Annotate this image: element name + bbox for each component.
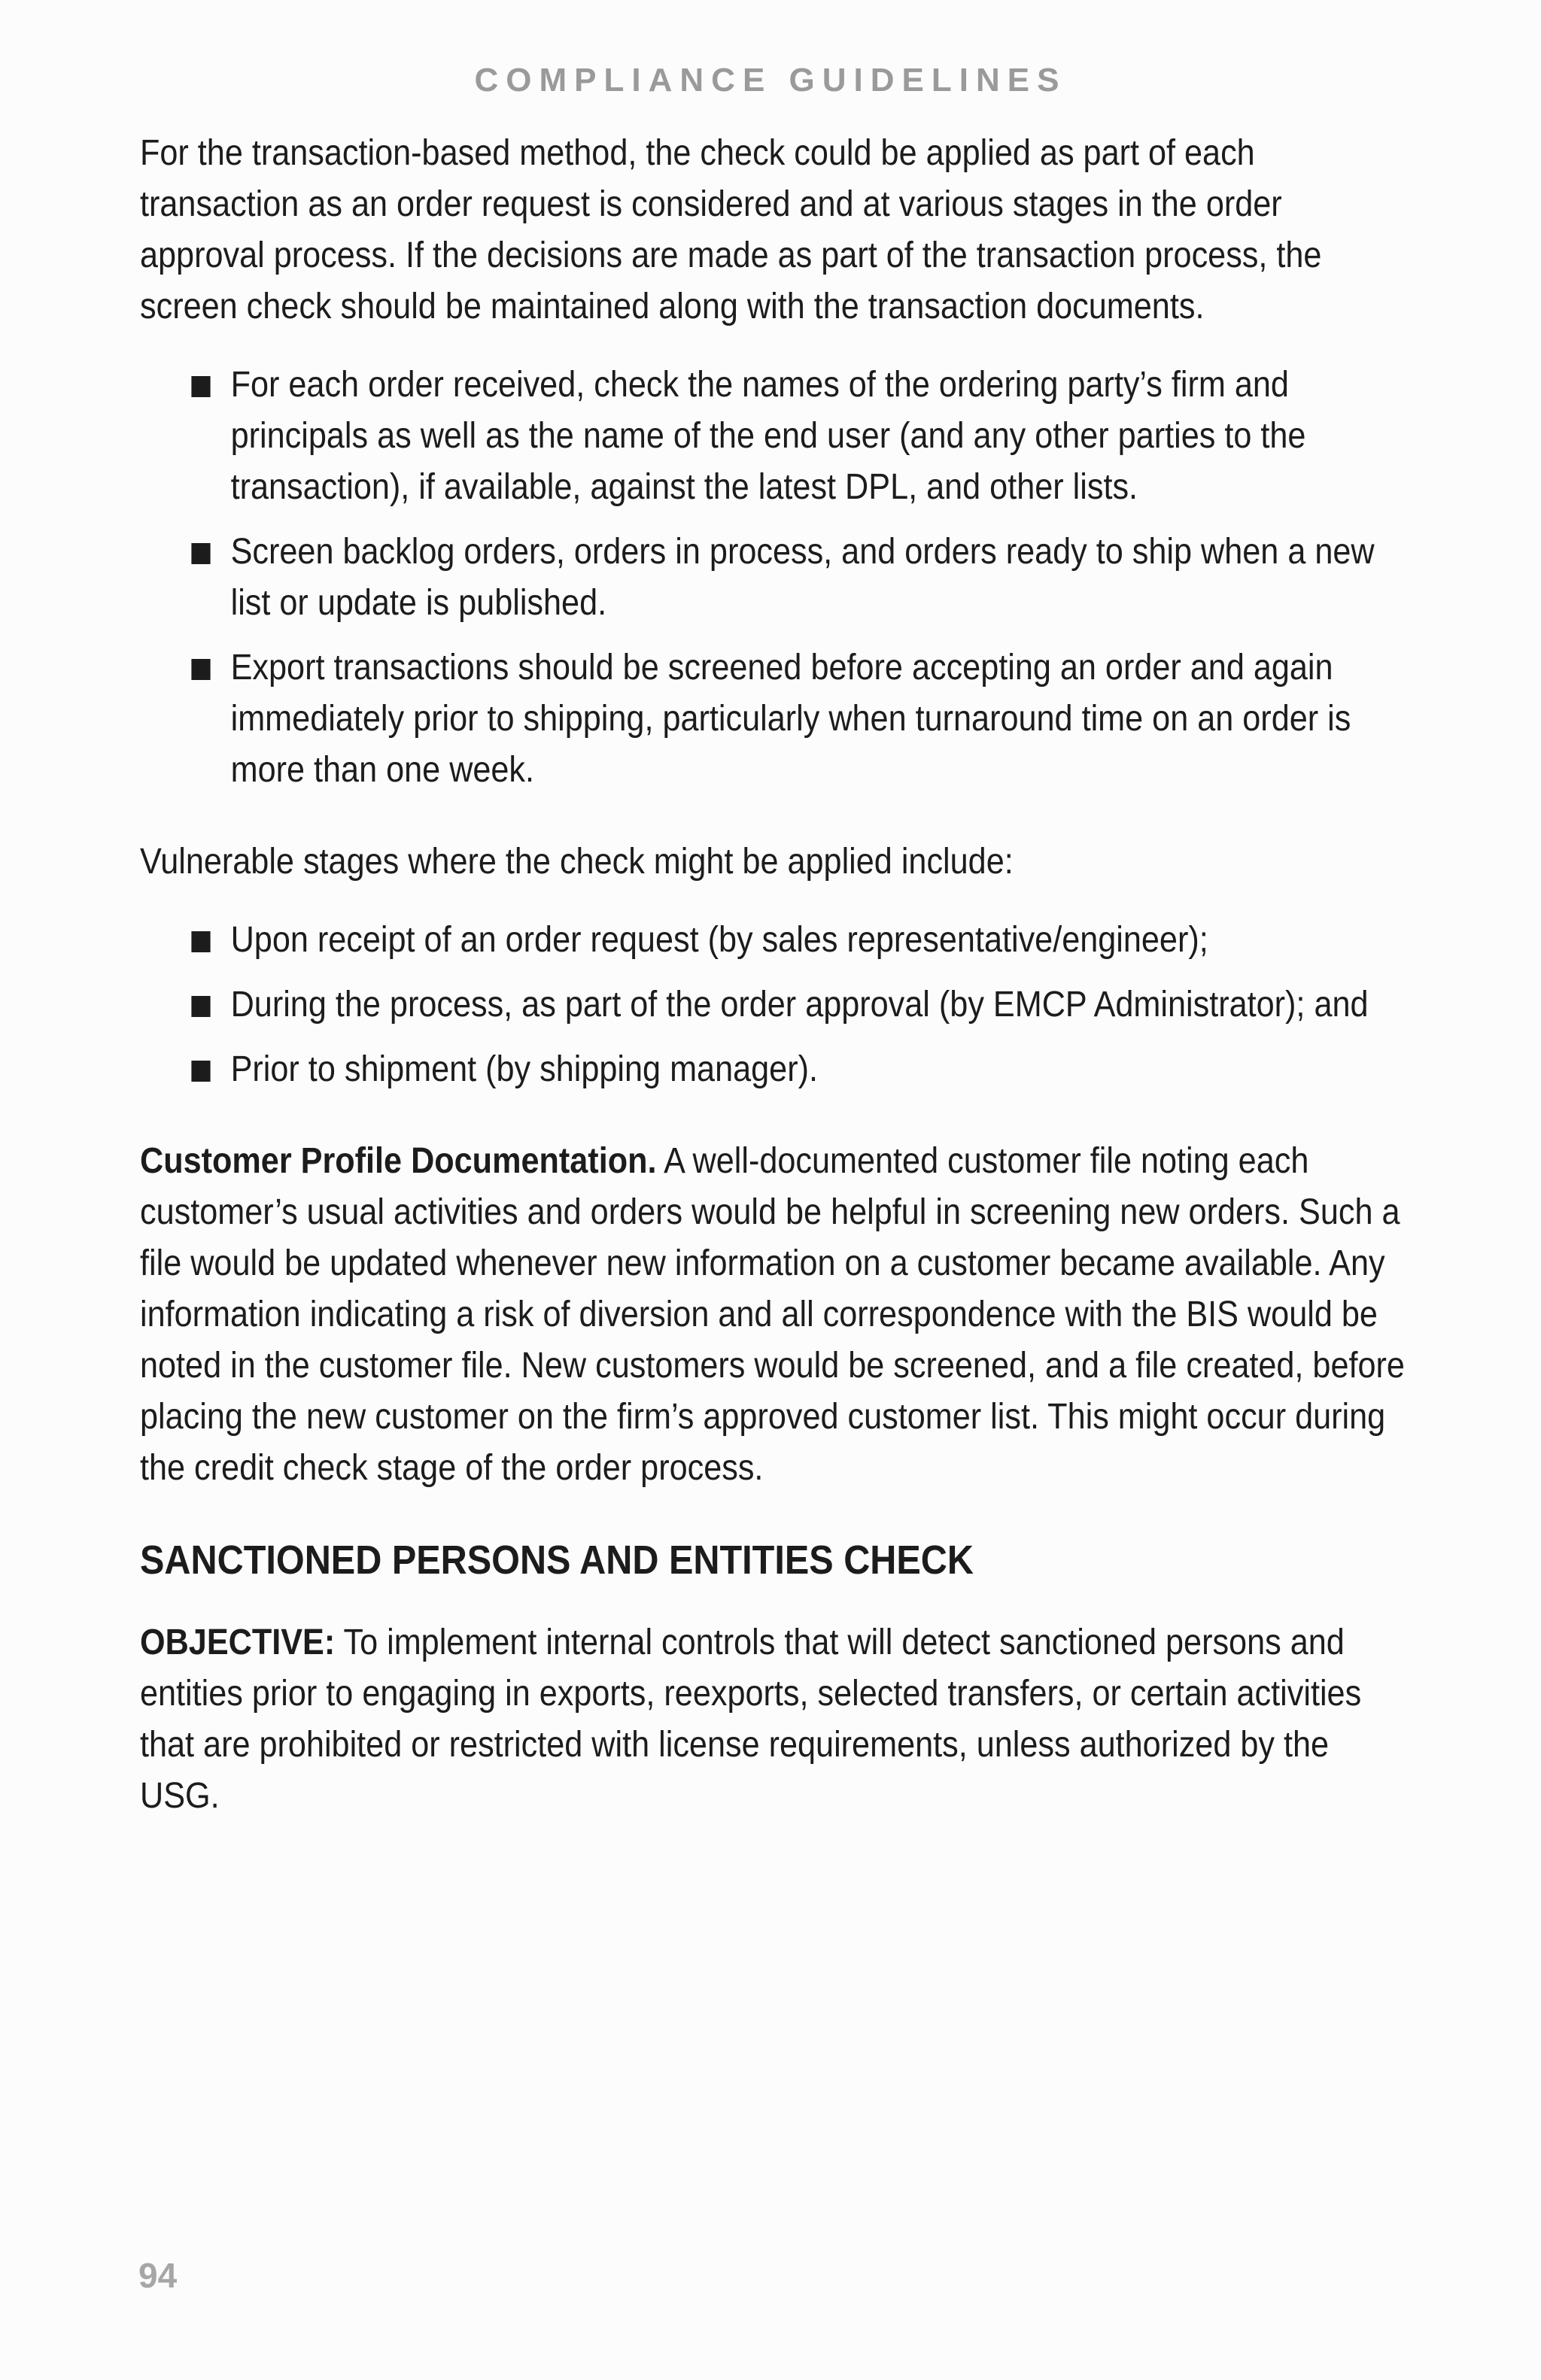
list-item-text: Screen backlog orders, orders in process, and orders ready to ship when a new list or update is published. bbox=[230, 532, 1375, 623]
customer-profile-run-in-heading: Customer Profile Documentation. bbox=[140, 1141, 657, 1181]
list-item bbox=[231, 915, 1413, 966]
intro-paragraph: For the transaction-based method, the check could be applied as part of each transaction as an order request is considered and at various stages in the order approval process. If the decisions are made as part of the transaction process, the screen check should be maintained along with the transaction documents. bbox=[140, 133, 1322, 326]
page-body bbox=[140, 128, 1413, 1822]
list-item bbox=[231, 527, 1413, 629]
list-item-text: For each order received, check the names of the ordering party’s firm and principals as well as the name of the end user (and any other parties to the transaction), if available, against the latest DPL, and other lists. bbox=[230, 365, 1306, 507]
square-bullet-icon bbox=[191, 376, 210, 397]
square-bullet-icon bbox=[191, 931, 210, 952]
list-item-text: Export transactions should be screened before accepting an order and again immediately prior to shipping, particularly when turnaround time on an order is more than one week. bbox=[230, 648, 1351, 790]
list-item bbox=[231, 642, 1413, 796]
customer-profile-paragraph bbox=[140, 1136, 1413, 1494]
screening-bullet-list bbox=[140, 360, 1413, 796]
list-item bbox=[231, 979, 1413, 1031]
vulnerable-stages-list bbox=[140, 915, 1413, 1095]
square-bullet-icon bbox=[191, 659, 210, 680]
section-heading: SANCTIONED PERSONS AND ENTITIES CHECK bbox=[140, 1538, 974, 1583]
objective-paragraph bbox=[140, 1617, 1413, 1822]
square-bullet-icon bbox=[191, 996, 210, 1017]
running-header: COMPLIANCE GUIDELINES bbox=[474, 62, 1067, 99]
objective-label: OBJECTIVE: bbox=[140, 1623, 336, 1662]
list-item-text: Upon receipt of an order request (by sales representative/engineer); bbox=[230, 920, 1208, 960]
square-bullet-icon bbox=[191, 1061, 210, 1082]
page-number: 94 bbox=[138, 2256, 178, 2295]
list-item-text: Prior to shipment (by shipping manager). bbox=[230, 1049, 818, 1089]
vulnerable-stages-intro: Vulnerable stages where the check might be applied include: bbox=[140, 842, 1014, 882]
customer-profile-text: A well-documented customer file noting each customer’s usual activities and orders would be helpful in screening new orders. Such a file would be updated whenever new information on a customer became available. Any information indicating a risk of diversion and all correspondence with the BIS would be noted in the customer file. New customers would be screened, and a file created, before placing the new customer on the firm’s approved customer list. This might occur during the credit check stage of the order process. bbox=[140, 1141, 1405, 1488]
list-item bbox=[231, 1044, 1413, 1095]
objective-text: To implement internal controls that will detect sanctioned persons and entities prior to engaging in exports, reexports, selected transfers, or certain activities that are prohibited or restricted with license requirements, unless authorized by the USG. bbox=[140, 1623, 1362, 1816]
square-bullet-icon bbox=[191, 543, 210, 564]
list-item bbox=[231, 360, 1413, 513]
list-item-text: During the process, as part of the order approval (by EMCP Administrator); and bbox=[230, 985, 1369, 1025]
